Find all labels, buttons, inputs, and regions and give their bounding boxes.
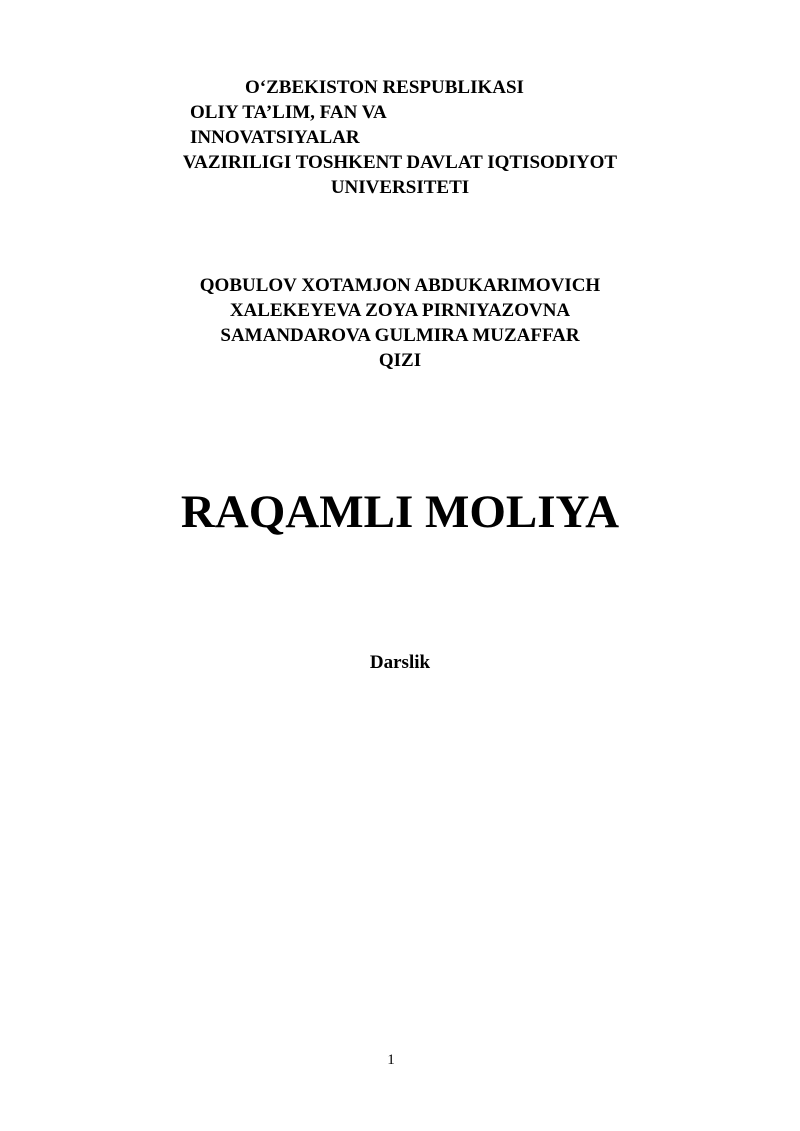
document-title: RAQAMLI MOLIYA bbox=[180, 486, 620, 538]
author-line-3: SAMANDAROVA GULMIRA MUZAFFAR bbox=[220, 325, 580, 346]
institution-line-5: UNIVERSITETI bbox=[330, 177, 470, 198]
author-line-1: QOBULOV XOTAMJON ABDUKARIMOVICH bbox=[199, 275, 601, 296]
document-type: Darslik bbox=[369, 652, 431, 673]
author-line-4: QIZI bbox=[378, 350, 422, 371]
page-number: 1 bbox=[387, 1052, 395, 1068]
institution-line-2: OLIY TA’LIM, FAN VA bbox=[190, 102, 387, 123]
institution-line-3: INNOVATSIYALAR bbox=[190, 127, 360, 148]
author-line-2: XALEKEYEVA ZOYA PIRNIYAZOVNA bbox=[229, 300, 571, 321]
institution-line-1: O‘ZBEKISTON RESPUBLIKASI bbox=[245, 77, 524, 98]
institution-line-4: VAZIRILIGI TOSHKENT DAVLAT IQTISODIYOT bbox=[182, 152, 618, 173]
